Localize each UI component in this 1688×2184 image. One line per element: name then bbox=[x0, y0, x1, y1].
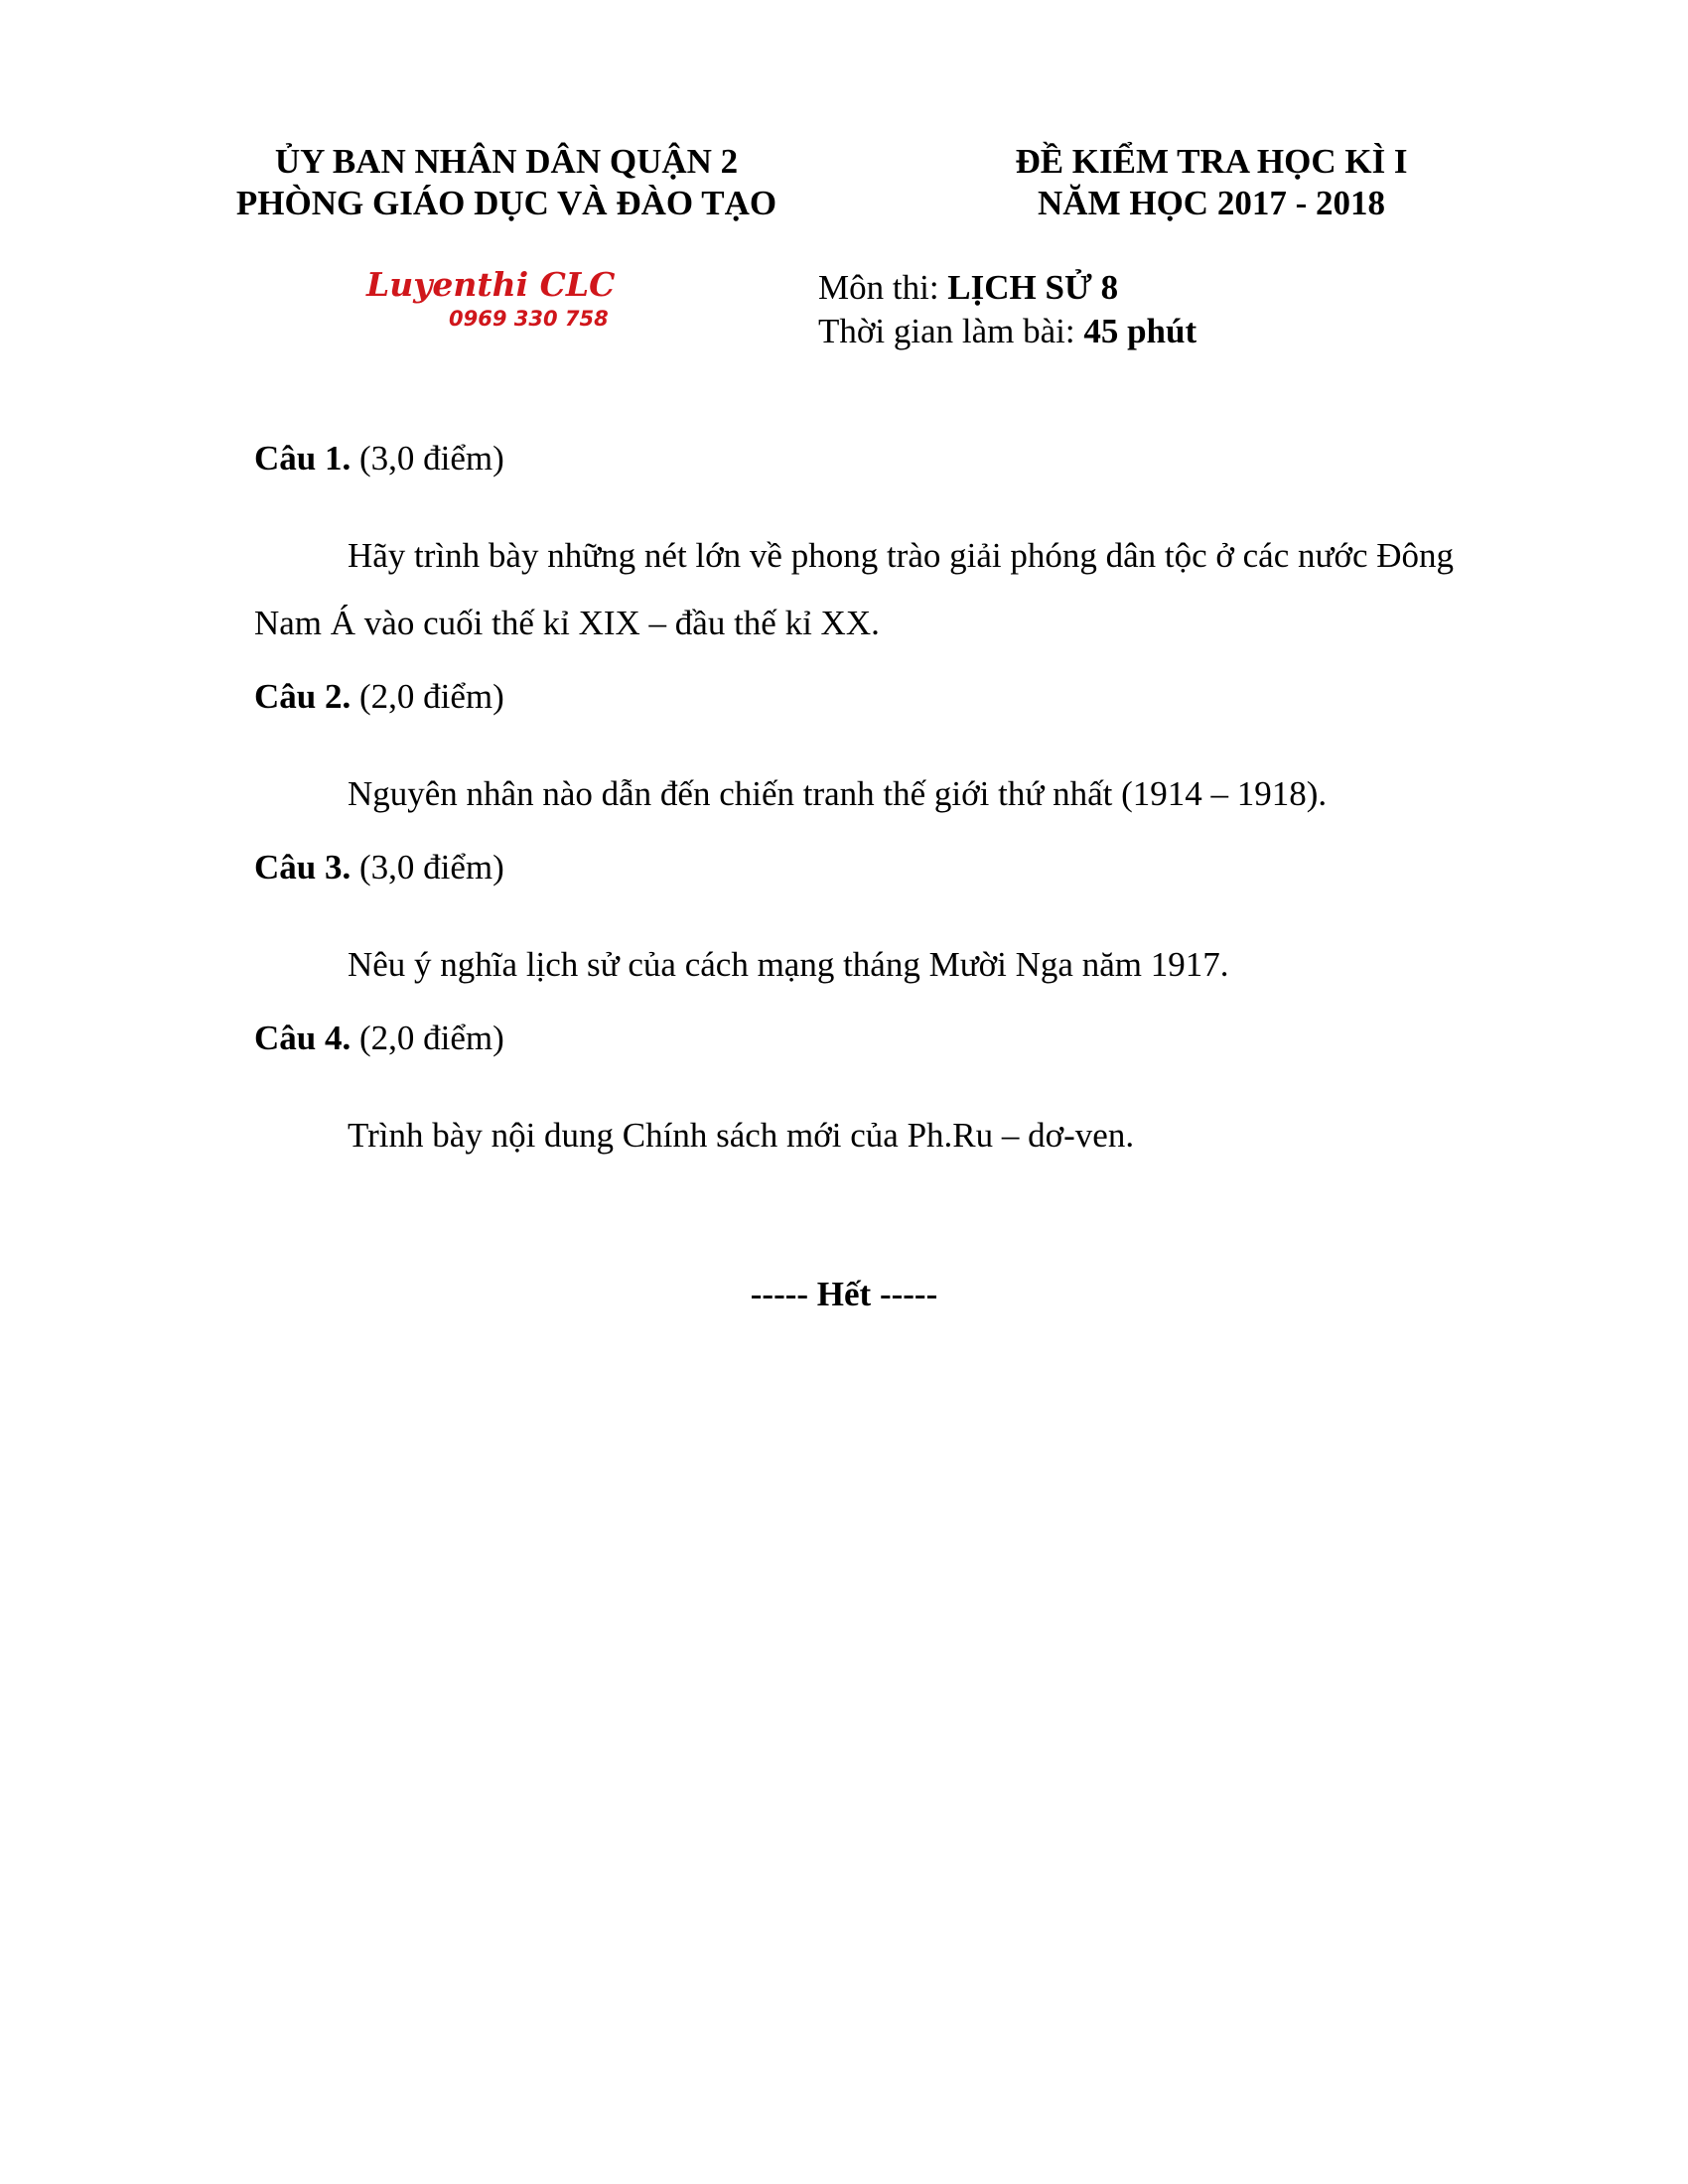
question-2-heading bbox=[254, 675, 1495, 719]
time-value: 45 phút bbox=[1083, 312, 1197, 350]
exam-title-line-2: NĂM HỌC 2017 - 2018 bbox=[1038, 184, 1385, 222]
subject-line bbox=[818, 266, 1196, 310]
time-line bbox=[818, 310, 1196, 353]
luyenthi-logo-graphic bbox=[362, 266, 680, 334]
logo-name: Luyenthi CLC bbox=[366, 266, 616, 304]
authority-line-2: PHÒNG GIÁO DỤC VÀ ĐÀO TẠO bbox=[235, 184, 777, 222]
question-3-text: Nêu ý nghĩa lịch sử của cách mạng tháng Mười Nga năm 1917. bbox=[348, 945, 1229, 984]
question-4-label: Câu 4. bbox=[254, 1019, 352, 1057]
question-1-text: Hãy trình bày những nét lớn về phong trào giải phóng dân tộc ở các nước Đông Nam Á vào cuối thế kỉ XIX – đầu thế kỉ XX. bbox=[254, 536, 1455, 642]
question-1-points: (3,0 điểm) bbox=[351, 439, 504, 478]
question-2-label: Câu 2. bbox=[254, 677, 352, 716]
question-1-label: Câu 1. bbox=[254, 439, 352, 478]
subject-label: Môn thi: bbox=[818, 268, 948, 307]
question-2-points: (2,0 điểm) bbox=[351, 677, 504, 716]
question-3-heading bbox=[254, 846, 1495, 889]
logo-phone: 0969 330 758 bbox=[449, 307, 609, 331]
question-1-heading bbox=[254, 437, 1495, 480]
exam-title bbox=[993, 141, 1430, 224]
exam-info bbox=[818, 266, 1196, 353]
exam-title-line-1: ĐỀ KIỂM TRA HỌC KÌ I bbox=[1015, 142, 1408, 181]
luyenthi-logo bbox=[362, 266, 680, 334]
issuing-authority bbox=[209, 141, 804, 224]
subject-value: LỊCH SỬ 8 bbox=[947, 268, 1119, 307]
question-list bbox=[254, 437, 1495, 1169]
end-marker: ----- Hết ----- bbox=[750, 1275, 938, 1313]
authority-line-1: ỦY BAN NHÂN DÂN QUẬN 2 bbox=[274, 142, 739, 181]
question-2-text: Nguyên nhân nào dẫn đến chiến tranh thế giới thứ nhất (1914 – 1918). bbox=[348, 774, 1328, 813]
question-3-points: (3,0 điểm) bbox=[351, 848, 504, 887]
question-4-points: (2,0 điểm) bbox=[351, 1019, 504, 1057]
time-label: Thời gian làm bài: bbox=[818, 312, 1084, 350]
question-4-heading bbox=[254, 1017, 1495, 1060]
question-4-text: Trình bày nội dung Chính sách mới của Ph.Ru – dơ-ven. bbox=[348, 1116, 1135, 1155]
question-3-label: Câu 3. bbox=[254, 848, 352, 887]
